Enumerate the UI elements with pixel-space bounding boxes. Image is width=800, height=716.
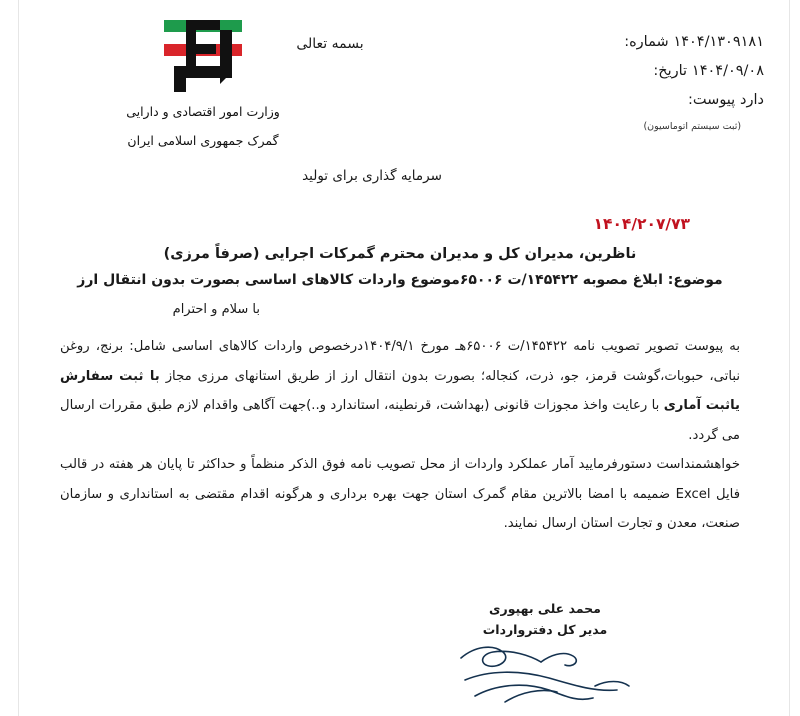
meta-label-number: شماره: <box>624 34 669 50</box>
salutation: با سلام و احترام <box>172 302 260 317</box>
besmeh-text: بسمه تعالی <box>296 36 364 52</box>
document-header <box>0 18 800 168</box>
slogan <box>0 168 800 184</box>
signature-block <box>440 598 650 641</box>
meta-value-attachment: دارد <box>740 92 764 108</box>
subject-line: موضوع: ابلاغ مصوبه ۱۴۵۴۲۲/ت ۶۵۰۰۶موضوع واردات کالاهای اساسی بصورت بدون انتقال ارز <box>77 272 723 288</box>
reference-number: ۱۴۰۴/۲۰۷/۷۳ <box>593 215 690 233</box>
handwritten-signature-icon <box>445 640 645 710</box>
meta-value-number: ۱۴۰۴/۱۳۰۹۱۸۱ <box>673 34 764 50</box>
organization-line-1: وزارت امور اقتصادی و دارایی <box>126 104 280 119</box>
organization-line-2: گمرک جمهوری اسلامی ایران <box>127 132 279 148</box>
meta-label-date: تاریخ: <box>653 63 688 79</box>
body-paragraph-2: خواهشمنداست دستورفرمایید آمار عملکرد واردات از محل تصویب نامه فوق الذکر منظماً و حداکثر تا پایان هر هفته در قالب فایل Excel ضمیمه با امضا بالاترین مقام گمرک استان جهت بهره برداری و هرگونه اقدام مقتضی به استانداری و سازمان صنعت، معدن و تجارت استان ارسال نمایند. <box>60 457 741 532</box>
meta-row-attachment <box>615 86 776 115</box>
automation-note: (ثبت سیستم اتوماسیون) <box>643 121 742 132</box>
meta-row-date <box>615 57 776 86</box>
meta-value-date: ۱۴۰۴/۰۹/۰۸ <box>691 63 764 79</box>
document-meta <box>615 28 776 136</box>
signatory-title: مدیر کل دفترواردات <box>482 622 608 638</box>
addressee-line: ناظرین، مدیران کل و مدیران محترم گمرکات اجرایی (صرفاً مرزی) <box>163 246 637 262</box>
signatory-name: محمد علی بهپوری <box>489 601 601 616</box>
customs-logo-icon <box>160 18 246 94</box>
slogan-text: سرمایه گذاری برای تولید <box>302 168 442 184</box>
meta-label-attachment: پیوست: <box>688 92 736 108</box>
body-paragraph-1: به پیوست تصویر تصویب نامه ۱۴۵۴۲۲/ت ۶۵۰۰۶هـ مورخ ۱۴۰۴/۹/۱درخصوص واردات کالاهای اساسی شامل: برنج، روغن نباتی، حبوبات،گوشت قرمز، جو، ذرت، کنجاله؛ بصورت بدون انتقال ارز از طریق استانهای مرزی مجاز با ثبت سفارش یاثبت آماری با رعایت واخذ مجوزات قانونی (بهداشت، قرنطینه، استاندارد و..)جهت آگاهی واقدام لازم طبق مقررات ارسال می گردد. <box>60 339 741 444</box>
organization-identity <box>88 18 318 151</box>
meta-row-number <box>615 28 776 57</box>
